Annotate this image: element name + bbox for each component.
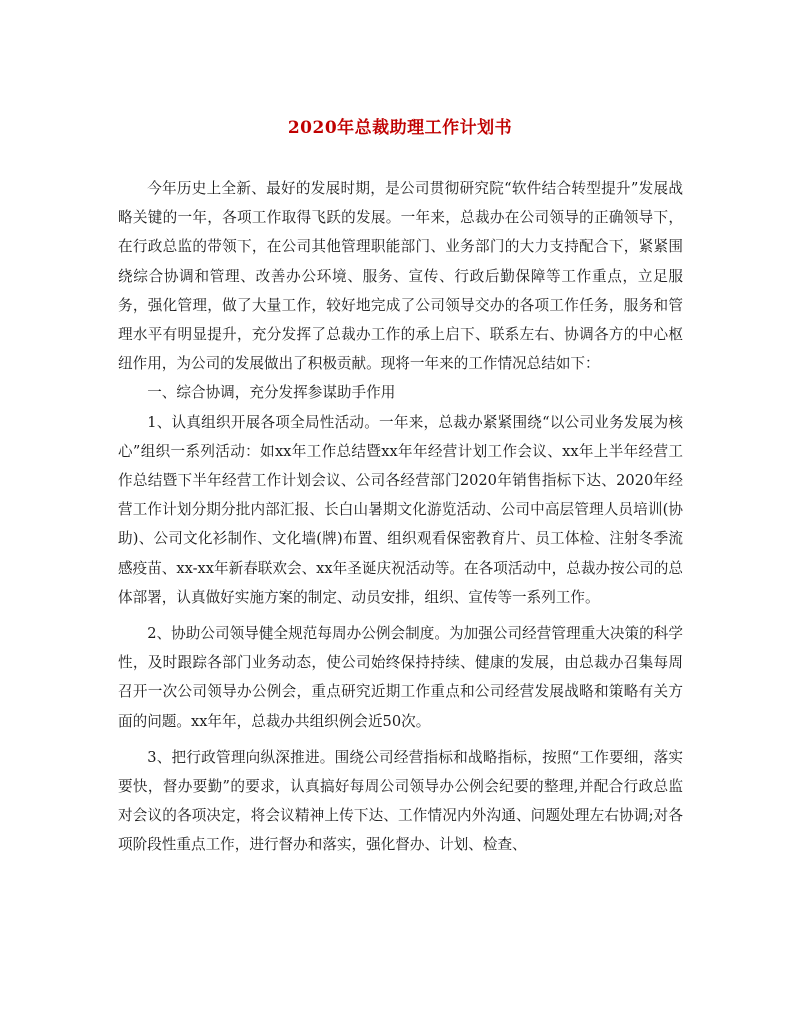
document-body [118, 174, 683, 860]
item-paragraph-2: 2、协助公司领导健全规范每周办公例会制度。为加强公司经营管理重大决策的科学性，及时跟踪各部门业务动态，使公司始终保持持续、健康的发展，由总裁办召集每周召开一次公司领导办公例会，重点研究近期工作重点和公司经营发展战略和策略有关方面的问题。xx年年，总裁办共组织例会近50次。 [118, 625, 683, 730]
item-paragraph-1: 1、认真组织开展各项全局性活动。一年来，总裁办紧紧围绕“以公司业务发展为核心”组织一系列活动：如xx年工作总结暨xx年年经营计划工作会议、xx年上半年经营工作总结暨下半年经营工作计划会议、公司各经营部门2020年销售指标下达、2020年经营工作计划分期分批内部汇报、长白山暑期文化游览活动、公司中高层管理人员培训(协助)、公司文化衫制作、文化墙(牌)布置、组织观看保密教育片、员工体检、注射冬季流感疫苗、xx-xx年新春联欢会、xx年圣诞庆祝活动等。在各项活动中，总裁办按公司的总体部署，认真做好实施方案的制定、动员安排，组织、宣传等一系列工作。 [118, 413, 683, 606]
item-paragraph-3: 3、把行政管理向纵深推进。围绕公司经营指标和战略指标，按照“工作要细，落实要快，督办要勤”的要求，认真搞好每周公司领导办公例会纪要的整理,并配合行政总监对会议的各项决定，将会议精神上传下达、工作情况内外沟通、问题处理左右协调;对各项阶段性重点工作，进行督办和落实，强化督办、计划、检查、 [118, 748, 683, 854]
intro-paragraph: 今年历史上全新、最好的发展时期，是公司贯彻研究院“软件结合转型提升”发展战略关键的一年，各项工作取得飞跃的发展。一年来，总裁办在公司领导的正确领导下，在行政总监的带领下，在公司其他管理职能部门、业务部门的大力支持配合下，紧紧围绕综合协调和管理、改善办公环境、服务、宣传、行政后勤保障等工作重点，立足服务，强化管理，做了大量工作，较好地完成了公司领导交办的各项工作任务，服务和管理水平有明显提升，充分发挥了总裁办工作的承上启下、联系左右、协调各方的中心枢纽作用，为公司的发展做出了积极贡献。现将一年来的工作情况总结如下： [118, 180, 683, 373]
document-title: 2020年总裁助理工作计划书 [287, 118, 513, 138]
section-heading: 一、综合协调，充分发挥参谋助手作用 [147, 384, 396, 402]
